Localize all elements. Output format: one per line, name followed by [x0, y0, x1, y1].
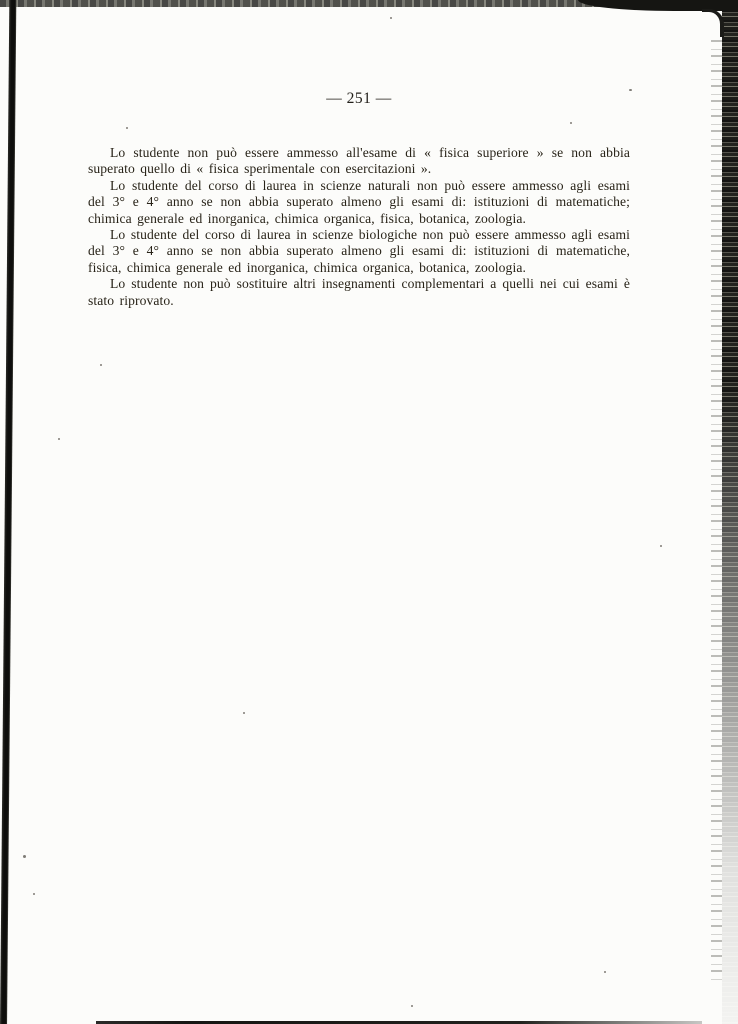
left-binding-shadow: [0, 0, 16, 1024]
page-number: — 251 —: [326, 90, 392, 107]
paragraph-scienze-biologiche: Lo studente del corso di laurea in scienze biologiche non può essere ammesso agli esami del 3° e 4° anno se non abbia superato almeno gli esami di: istituzioni di matematiche, fisica, chimica generale ed inorganica, chimica organica, botanica, zoologia.: [88, 227, 630, 275]
scan-speck: [23, 855, 26, 858]
right-edge-speckle: [711, 40, 722, 980]
scan-speck: [390, 17, 392, 19]
scan-speck: [126, 127, 128, 129]
paragraph-fisica-superiore: Lo studente non può essere ammesso all'esame di « fisica superiore » se non abbia superato quello di « fisica sperimentale con esercitazioni ».: [88, 145, 630, 177]
page-corner-curve: [702, 9, 724, 37]
body-text: [88, 145, 630, 309]
scan-speck: [660, 545, 662, 547]
paragraph-insegnamenti-complementari: Lo studente non può sostituire altri insegnamenti complementari a quelli nei cui esami è stato riprovato.: [88, 276, 630, 308]
scan-speck: [411, 1005, 413, 1007]
paragraph-scienze-naturali: Lo studente del corso di laurea in scienze naturali non può essere ammesso agli esami del 3° e 4° anno se non abbia superato almeno gli esami di: istituzioni di matematiche; chimica generale ed inorganica, chimica organica, fisica, botanica, zoologia.: [88, 177, 630, 226]
scan-speck: [570, 122, 572, 124]
scan-speck: [100, 364, 102, 366]
scan-speck: [33, 893, 35, 895]
scan-speck: [243, 712, 245, 714]
scan-speck: [58, 438, 60, 440]
scan-speck: [604, 971, 606, 973]
right-page-edge-fade: [722, 0, 738, 1024]
